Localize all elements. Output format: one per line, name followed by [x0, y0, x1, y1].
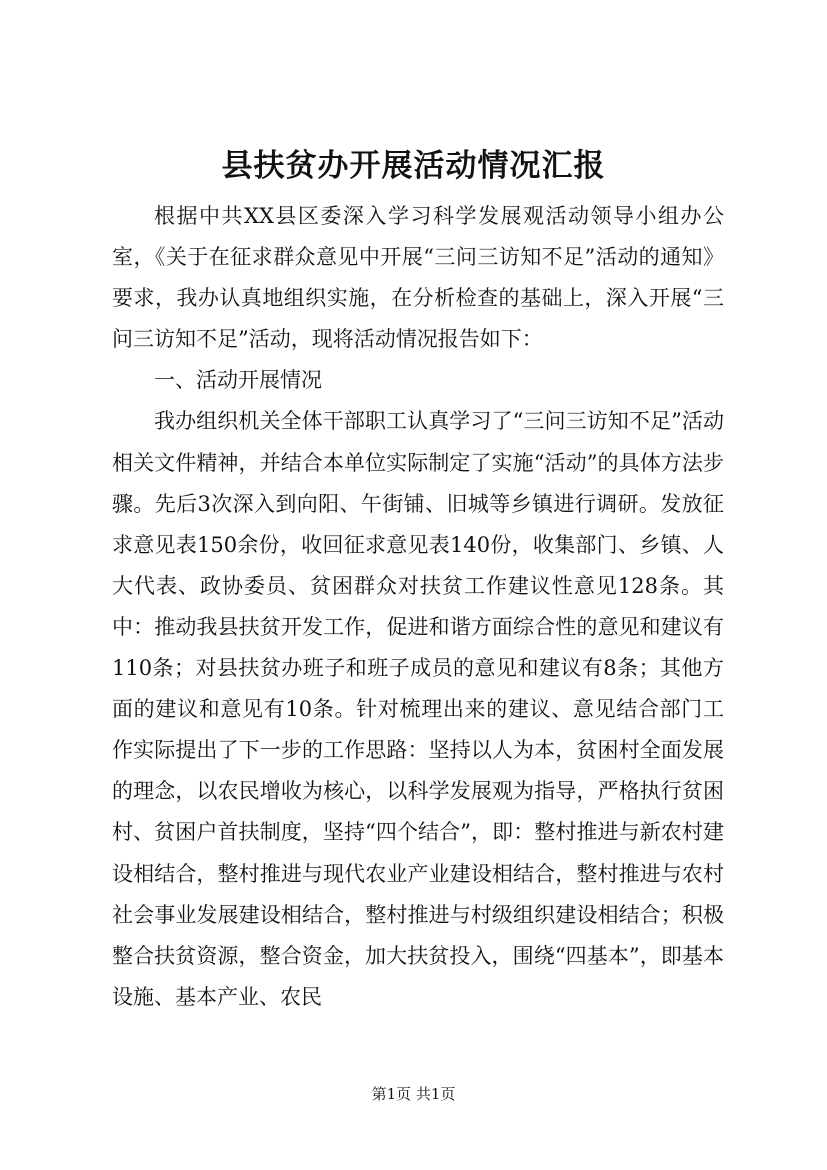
section-heading: 一、活动开展情况 [154, 368, 322, 393]
paragraph-intro: 根据中共XX县区委深入学习科学发展观活动领导小组办公室，《关于在征求群众意见中开展“三问三访知不足”活动的通知》要求，我办认真地组织实施，在分析检查的基础上，深入开展“三问三访知不足”活动，现将活动情况报告如下： [112, 204, 724, 352]
paragraph-activity: 我办组织机关全体干部职工认真学习了“三问三访知不足”活动相关文件精神，并结合本单位实际制定了实施“活动”的具体方法步骤。先后3次深入到向阳、午街铺、旧城等乡镇进行调研。发放征求意见表150余份，收回征求意见表140份，收集部门、乡镇、人大代表、政协委员、贫困群众对扶贫工作建议性意见128条。其中：推动我县扶贫开发工作，促进和谐方面综合性的意见和建议有110条；对县扶贫办班子和班子成员的意见和建议有8条；其他方面的建议和意见有10条。针对梳理出来的建议、意见结合部门工作实际提出了下一步的工作思路：坚持以人为本，贫困村全面发展的理念，以农民增收为核心，以科学发展观为指导，严格执行贫困村、贫困户首扶制度，坚持“四个结合”，即：整村推进与新农村建设相结合，整村推进与现代农业产业建设相结合，整村推进与农村社会事业发展建设相结合，整村推进与村级组织建设相结合；积极整合扶贫资源，整合资金，加大扶贫投入，围绕“四基本”，即基本设施、基本产业、农民 [112, 409, 724, 1009]
page-number: 第1页 共1页 [371, 1085, 456, 1103]
document-title: 县扶贫办开展活动情况汇报 [221, 148, 606, 184]
document-body [112, 196, 724, 1018]
